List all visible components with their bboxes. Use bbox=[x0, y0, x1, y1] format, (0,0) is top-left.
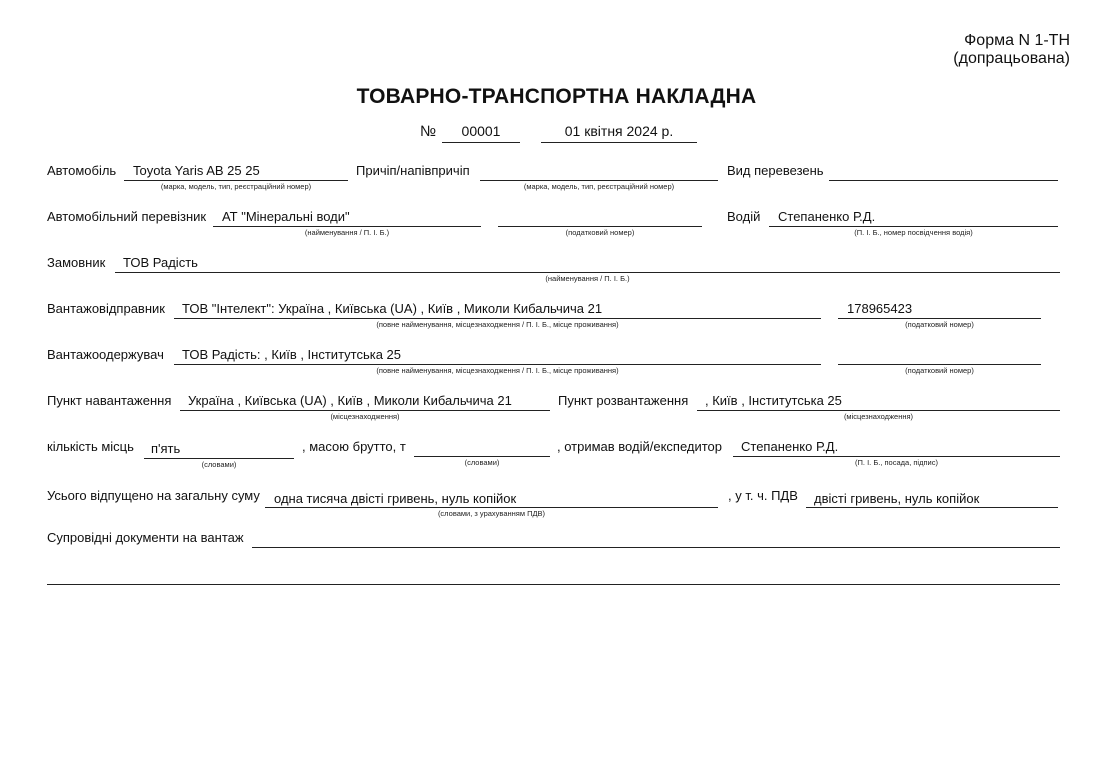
vat-underline bbox=[806, 507, 1058, 508]
number-underline bbox=[442, 142, 520, 143]
transport-type-underline bbox=[829, 180, 1058, 181]
customer-caption: (найменування / П. І. Б.) bbox=[545, 274, 630, 283]
shipper-tax-caption: (податковий номер) bbox=[905, 320, 974, 329]
trailer-label: Причіп/напівпричіп bbox=[356, 163, 470, 178]
consignee-underline bbox=[174, 364, 821, 365]
driver-caption: (П. І. Б., номер посвідчення водія) bbox=[854, 228, 973, 237]
driver-label: Водій bbox=[727, 209, 761, 224]
vat-value[interactable]: двісті гривень, нуль копійок bbox=[814, 491, 980, 506]
loading-point-underline bbox=[180, 410, 550, 411]
consignee-label: Вантажоодержувач bbox=[47, 347, 164, 362]
carrier-value[interactable]: АТ "Мінеральні води" bbox=[222, 209, 350, 224]
documents-underline bbox=[252, 547, 1060, 548]
vat-label: , у т. ч. ПДВ bbox=[728, 488, 798, 503]
unloading-point-value[interactable]: , Київ , Інститутська 25 bbox=[705, 393, 842, 408]
documents-label: Супровідні документи на вантаж bbox=[47, 530, 244, 545]
shipper-caption: (повне найменування, місцезнаходження / П. І. Б., місце проживання) bbox=[376, 320, 619, 329]
documents-extra-line[interactable] bbox=[47, 584, 1060, 585]
vehicle-underline bbox=[124, 180, 348, 181]
form-code-line1: Форма N 1-ТН bbox=[964, 32, 1070, 49]
driver-value[interactable]: Степаненко Р.Д. bbox=[778, 209, 876, 224]
places-underline bbox=[144, 458, 294, 459]
loading-point-caption: (місцезнаходження) bbox=[330, 412, 400, 421]
total-sum-value[interactable]: одна тисяча двісті гривень, нуль копійок bbox=[274, 491, 517, 506]
received-by-caption: (П. І. Б., посада, підпис) bbox=[855, 458, 938, 467]
form-code-line2: (допрацьована) bbox=[953, 50, 1070, 67]
gross-weight-label: , масою брутто, т bbox=[302, 439, 406, 454]
driver-underline bbox=[769, 226, 1058, 227]
customer-value[interactable]: ТОВ Радість bbox=[123, 255, 198, 270]
trailer-caption: (марка, модель, тип, реєстраційний номер) bbox=[523, 182, 675, 191]
form-code bbox=[953, 32, 1070, 68]
document-title: ТОВАРНО-ТРАНСПОРТНА НАКЛАДНА bbox=[356, 85, 757, 108]
customer-underline bbox=[115, 272, 1060, 273]
shipper-value[interactable]: ТОВ "Інтелект": Україна , Київська (UA) , Київ , Миколи Кибальчича 21 bbox=[182, 301, 603, 316]
transport-type-label: Вид перевезень bbox=[727, 163, 824, 178]
consignee-caption: (повне найменування, місцезнаходження / П. І. Б., місце проживання) bbox=[376, 366, 619, 375]
unloading-point-caption: (місцезнаходження) bbox=[843, 412, 914, 421]
total-sum-caption: (словами, з урахуванням ПДВ) bbox=[437, 509, 546, 518]
received-by-value[interactable]: Степаненко Р.Д. bbox=[741, 439, 839, 454]
total-sum-underline bbox=[265, 507, 718, 508]
received-by-underline bbox=[733, 456, 1060, 457]
carrier-tax-underline bbox=[498, 226, 702, 227]
unloading-point-label: Пункт розвантаження bbox=[558, 393, 689, 408]
trailer-underline bbox=[480, 180, 718, 181]
vehicle-caption: (марка, модель, тип, реєстраційний номер) bbox=[160, 182, 312, 191]
places-caption: (словами) bbox=[201, 460, 237, 469]
consignee-tax-underline bbox=[838, 364, 1041, 365]
loading-point-value[interactable]: Україна , Київська (UA) , Київ , Миколи Кибальчича 21 bbox=[188, 393, 512, 408]
carrier-underline bbox=[213, 226, 481, 227]
loading-point-label: Пункт навантаження bbox=[47, 393, 172, 408]
received-by-label: , отримав водій/експедитор bbox=[557, 439, 723, 454]
document-date[interactable]: 01 квітня 2024 р. bbox=[564, 123, 674, 139]
customer-label: Замовник bbox=[47, 255, 106, 270]
carrier-label: Автомобільний перевізник bbox=[47, 209, 207, 224]
consignee-value[interactable]: ТОВ Радість: , Київ , Інститутська 25 bbox=[182, 347, 402, 362]
shipper-tax-underline bbox=[838, 318, 1041, 319]
unloading-point-underline bbox=[697, 410, 1060, 411]
gross-weight-underline bbox=[414, 456, 550, 457]
total-sum-label: Усього відпущено на загальну суму bbox=[47, 488, 260, 503]
gross-weight-caption: (словами) bbox=[464, 458, 500, 467]
carrier-caption: (найменування / П. І. Б.) bbox=[304, 228, 390, 237]
places-value[interactable]: п'ять bbox=[151, 441, 181, 456]
number-label: № bbox=[420, 123, 437, 140]
vehicle-label: Автомобіль bbox=[47, 163, 117, 178]
consignee-tax-caption: (податковий номер) bbox=[905, 366, 974, 375]
shipper-label: Вантажовідправник bbox=[47, 301, 165, 316]
number-value[interactable]: 00001 bbox=[461, 123, 501, 139]
date-underline bbox=[541, 142, 697, 143]
shipper-tax-value[interactable]: 178965423 bbox=[847, 301, 913, 316]
shipper-underline bbox=[174, 318, 821, 319]
places-label: кількість місць bbox=[47, 439, 134, 454]
carrier-tax-caption: (податковий номер) bbox=[565, 228, 635, 237]
vehicle-value[interactable]: Toyota Yaris AB 25 25 bbox=[133, 163, 260, 178]
